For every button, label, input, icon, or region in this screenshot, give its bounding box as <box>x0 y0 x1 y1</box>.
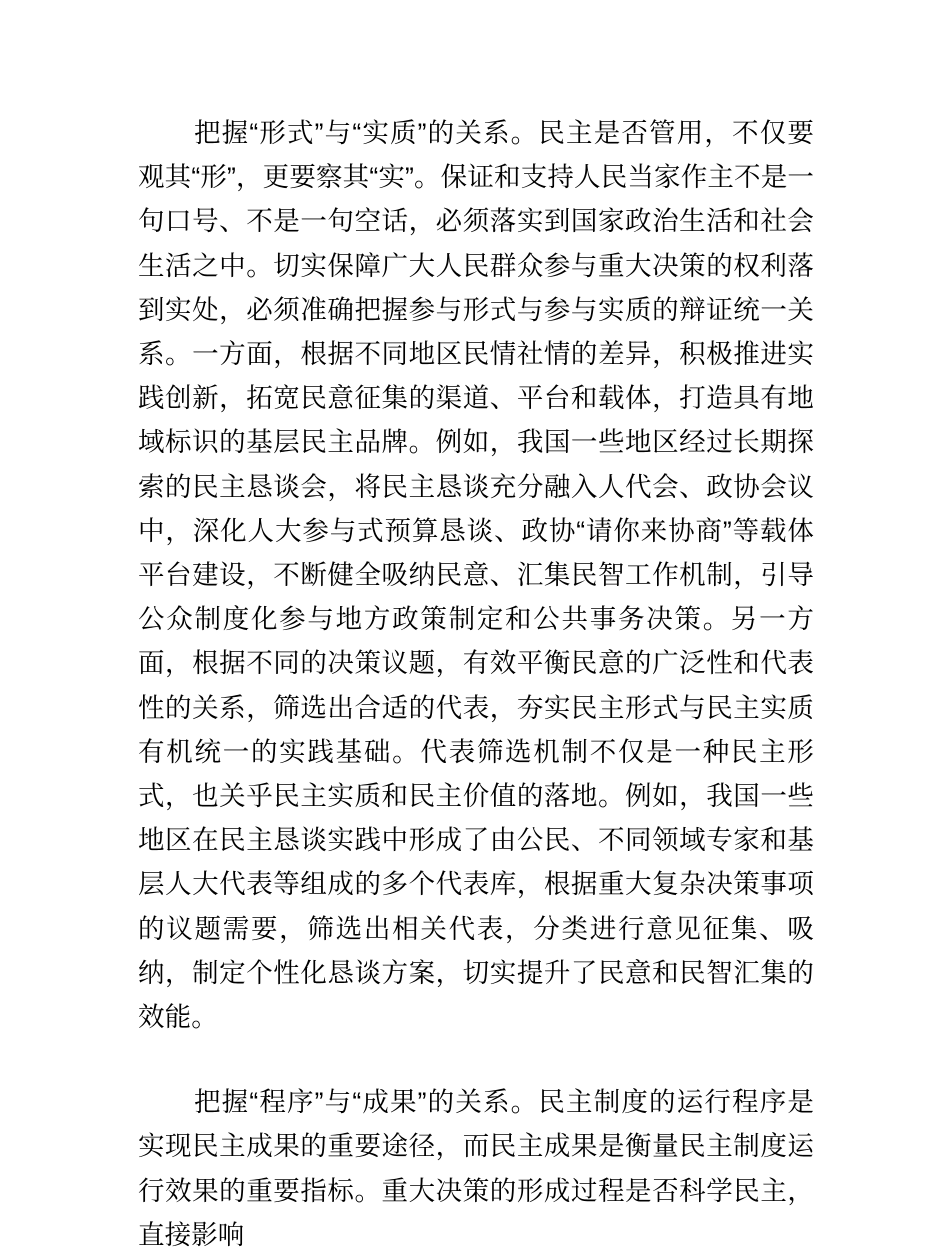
document-text-body <box>138 111 814 1257</box>
paragraph-1: 把握“形式”与“实质”的关系。民主是否管用，不仅要观其“形”，更要察其“实”。保证和支持人民当家作主不是一句口号、不是一句空话，必须落实到国家政治生活和社会生活之中。切实保障广大人民群众参与重大决策的权利落到实处，必须准确把握参与形式与参与实质的辩证统一关系。一方面，根据不同地区民情社情的差异，积极推进实践创新，拓宽民意征集的渠道、平台和载体，打造具有地域标识的基层民主品牌。例如，我国一些地区经过长期探索的民主恳谈会，将民主恳谈充分融入人代会、政协会议中，深化人大参与式预算恳谈、政协“请你来协商”等载体平台建设，不断健全吸纳民意、汇集民智工作机制，引导公众制度化参与地方政策制定和公共事务决策。另一方面，根据不同的决策议题，有效平衡民意的广泛性和代表性的关系，筛选出合适的代表，夯实民主形式与民主实质有机统一的实践基础。代表筛选机制不仅是一种民主形式，也关乎民主实质和民主价值的落地。例如，我国一些地区在民主恳谈实践中形成了由公民、不同领域专家和基层人大代表等组成的多个代表库，根据重大复杂决策事项的议题需要，筛选出相关代表，分类进行意见征集、吸纳，制定个性化恳谈方案，切实提升了民意和民智汇集的效能。 <box>138 118 814 1033</box>
paragraph-2: 把握“程序”与“成果”的关系。民主制度的运行程序是实现民主成果的重要途径，而民主成果是衡量民主制度运行效果的重要指标。重大决策的形成过程是否科学民主，直接影响 <box>138 1087 814 1250</box>
